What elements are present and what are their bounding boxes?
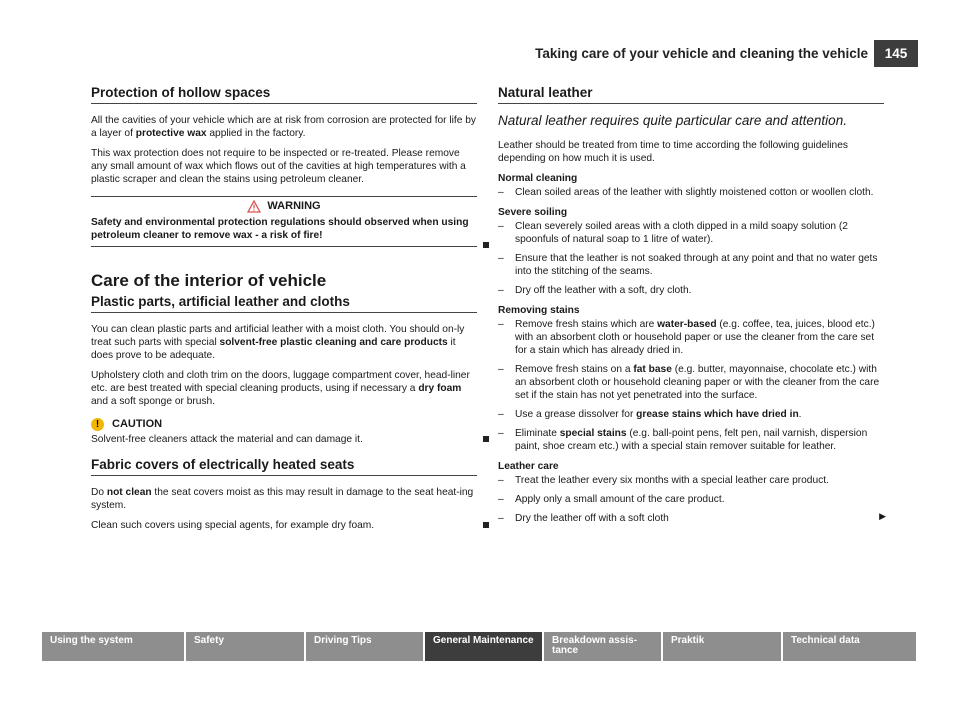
warning-heading: WARNING xyxy=(91,200,477,213)
list-item: – Eliminate special stains (e.g. ball-point pens, felt pen, nail varnish, dispersion paint, shoe cream etc.) with a special stain remover suitable for leather. xyxy=(498,427,884,453)
leather-care-heading: Leather care xyxy=(498,461,559,472)
caution-text: Solvent-free cleaners attack the material and can damage it. xyxy=(91,434,363,445)
nav-tab-breakdown-assistance[interactable]: Breakdown assis-tance xyxy=(544,632,661,661)
warning-box xyxy=(91,196,477,247)
running-title: Taking care of your vehicle and cleaning the vehicle xyxy=(535,46,868,61)
hollow-paragraph-2: This wax protection does not require to be inspected or re-treated. Please remove any small amount of wax which flows out of the cavities at high temperatures with a plastic scraper and clean the stains using petroleum cleaner. xyxy=(91,148,466,185)
hollow-paragraph-1: All the cavities of your vehicle which are at risk from corrosion are protected for life by a layer of protective wax applied in the factory. xyxy=(91,115,477,139)
end-square-icon xyxy=(483,242,489,248)
nav-tab-praktik[interactable]: Praktik xyxy=(663,632,781,661)
severe-soiling-heading: Severe soiling xyxy=(498,207,568,218)
end-square-icon xyxy=(483,522,489,528)
caution-block xyxy=(91,433,477,446)
list-item: – Apply only a small amount of the care product. xyxy=(498,493,884,506)
caution-heading: ! CAUTION xyxy=(91,418,477,431)
leather-intro: Leather should be treated from time to time according the following guidelines depending on how much it is used. xyxy=(498,140,848,164)
warning-text: Safety and environmental protection regulations should observed when using petroleum cleaner to remove wax - a risk of fire! xyxy=(91,217,469,241)
nav-tab-technical-data[interactable]: Technical data xyxy=(783,632,916,661)
right-column xyxy=(498,86,884,532)
fabric-paragraph-2: Clean such covers using special agents, for example dry foam. xyxy=(91,520,375,531)
list-item: – Clean severely soiled areas with a cloth dipped in a mild soapy solution (2 spoonfuls of natural soap to 1 litre of water). xyxy=(498,220,884,246)
list-item: – Remove fresh stains which are water-based (e.g. coffee, tea, juices, blood etc.) with an absorbent cloth or household paper or use the cleaner from the care set for a stain which has already dried in. xyxy=(498,318,884,357)
page-number: 145 xyxy=(874,40,918,67)
leather-lead: Natural leather requires quite particular care and attention. xyxy=(498,113,847,128)
plastic-paragraph-2: Upholstery cloth and cloth trim on the doors, luggage compartment cover, head-liner etc. are best treated with special cleaning products, using if necessary a dry foam and a soft sponge or brush. xyxy=(91,370,470,407)
list-item: – Ensure that the leather is not soaked through at any point and that no water gets into the stitching of the seams. xyxy=(498,252,884,278)
section-title-leather: Natural leather xyxy=(498,86,884,104)
severe-soiling-list xyxy=(498,220,884,297)
removing-stains-list xyxy=(498,318,884,453)
normal-cleaning-list xyxy=(498,186,884,199)
continue-arrow-icon: ▶ xyxy=(879,511,886,521)
left-column xyxy=(91,86,477,539)
leather-care-list xyxy=(498,474,884,525)
caution-circle-icon: ! xyxy=(91,418,104,431)
chapter-title: Care of the interior of vehicle xyxy=(91,271,327,290)
section-title-plastic: Plastic parts, artificial leather and cloths xyxy=(91,295,477,313)
end-square-icon xyxy=(483,436,489,442)
list-item: – Clean soiled areas of the leather with slightly moistened cotton or woollen cloth. xyxy=(498,186,884,199)
normal-cleaning-heading: Normal cleaning xyxy=(498,173,578,184)
nav-tab-driving-tips[interactable]: Driving Tips xyxy=(306,632,423,661)
warning-triangle-icon xyxy=(247,200,261,213)
nav-tab-general-maintenance[interactable]: General Maintenance xyxy=(425,632,542,661)
fabric-block xyxy=(91,519,477,532)
list-item: – Remove fresh stains on a fat base (e.g. butter, mayonnaise, chocolate etc.) with an absorbent cloth or household cleaning paper or with the cleaner from the care set if the stain has not yet penetrated into the surface. xyxy=(498,363,884,402)
removing-stains-heading: Removing stains xyxy=(498,305,580,316)
plastic-paragraph-1: You can clean plastic parts and artificial leather with a moist cloth. You should on-ly treat such parts with special solvent-free plastic cleaning and care products it does prove to be adequate. xyxy=(91,324,465,361)
nav-tab-safety[interactable]: Safety xyxy=(186,632,304,661)
fabric-paragraph-1: Do not clean the seat covers moist as this may result in damage to the seat heat-ing system. xyxy=(91,487,474,511)
nav-tab-using-the-system[interactable]: Using the system xyxy=(42,632,184,661)
list-item: – Dry the leather off with a soft cloth xyxy=(498,512,884,525)
section-title-hollow: Protection of hollow spaces xyxy=(91,86,477,104)
section-title-fabric: Fabric covers of electrically heated seats xyxy=(91,458,477,476)
list-item: – Use a grease dissolver for grease stains which have dried in. xyxy=(498,408,884,421)
list-item: – Dry off the leather with a soft, dry cloth. xyxy=(498,284,884,297)
list-item: – Treat the leather every six months with a special leather care product. xyxy=(498,474,884,487)
chapter-nav-bar xyxy=(42,632,918,661)
